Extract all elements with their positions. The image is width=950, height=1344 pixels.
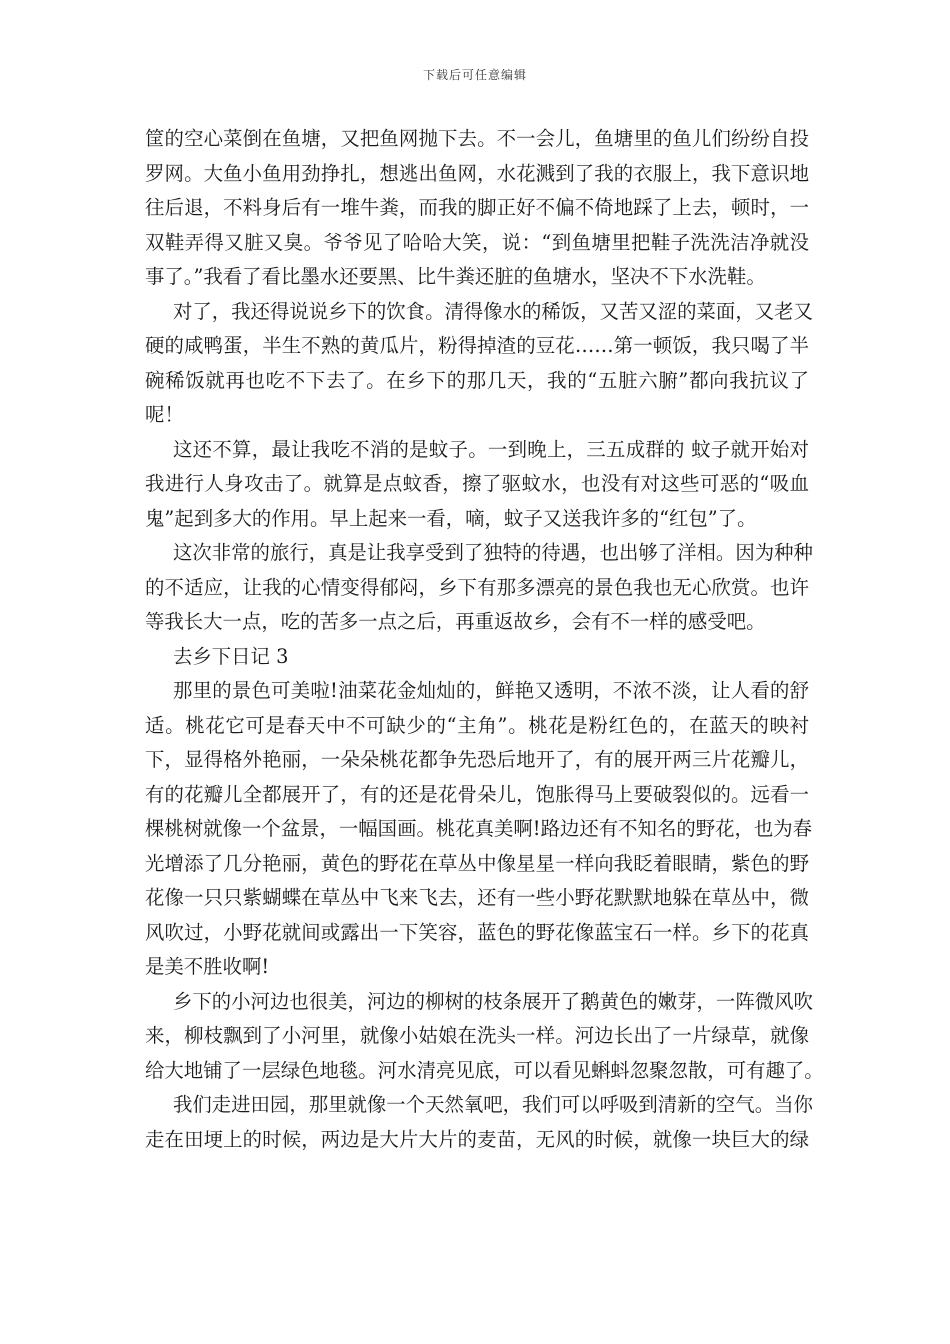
text-line: 棵桃树就像一个盆景，一幅国画。桃花真美啊!路边还有不知名的野花，也为春 [145, 817, 813, 840]
text-line: 双鞋弄得又脏又臭。爷爷见了哈哈大笑，说：“到鱼塘里把鞋子洗洗洁净就没 [145, 230, 809, 254]
text-line: 硬的咸鸭蛋，半生不熟的黄瓜片，粉得掉渣的豆花……第一顿饭，我只喝了半 [145, 334, 809, 357]
text-line: 往后退，不料身后有一堆牛粪，而我的脚正好不偏不倚地踩了上去，顿时，一 [145, 196, 809, 219]
text-line: 风吹过，小野花就间或露出一下笑容，蓝色的野花像蓝宝石一样。乡下的花真 [145, 920, 809, 944]
text-line: 对了，我还得说说乡下的饮食。清得像水的稀饭，又苦又涩的菜面，又老又 [173, 299, 813, 323]
text-line: 去乡下日记 3 [173, 644, 289, 668]
text-line: 等我长大一点，吃的苦多一点之后，再重返故乡，会有不一样的感受吧。 [145, 610, 766, 633]
page-header: 下载后可任意编辑 [422, 68, 527, 82]
text-line: 筐的空心菜倒在鱼塘，又把鱼网抛下去。不一会儿，鱼塘里的鱼儿们纷纷自投 [145, 127, 809, 150]
text-line: 花像一只只紫蝴蝶在草丛中飞来飞去，还有一些小野花默默地躲在草丛中，微 [145, 886, 809, 909]
text-line: 我进行人身攻击了。就算是点蚊香，擦了驱蚊水，也没有对这些可恶的“吸血 [145, 472, 809, 495]
text-line: 下，显得格外艳丽，一朵朵桃花都争先恐后地开了，有的展开两三片花瓣儿， [145, 748, 809, 771]
text-line: 我们走进田园，那里就像一个天然氧吧，我们可以呼吸到清新的空气。当你 [173, 1093, 813, 1116]
text-line: 来，柳枝飘到了小河里，就像小姑娘在洗头一样。河边长出了一片绿草，就像 [145, 1024, 809, 1047]
text-line: 罗网。大鱼小鱼用劲挣扎，想逃出鱼网，水花溅到了我的衣服上，我下意识地 [145, 161, 809, 185]
text-line: 有的花瓣儿全都展开了，有的还是花骨朵儿，饱胀得马上要破裂似的。远看一 [145, 782, 809, 806]
text-line: 那里的景色可美啦!油菜花金灿灿的，鲜艳又透明，不浓不淡，让人看的舒 [173, 679, 809, 702]
text-line: 适。桃花它可是春天中不可缺少的“主角”。桃花是粉红色的，在蓝天的映衬 [145, 713, 809, 737]
text-line: 这还不算，最让我吃不消的是蚊子。一到晚上，三五成群的 蚊子就开始对 [173, 437, 809, 461]
body-text [145, 122, 824, 1157]
text-line: 走在田埂上的时候，两边是大片大片的麦苗，无风的时候，就像一块巨大的绿 [145, 1127, 809, 1151]
text-line: 的不适应，让我的心情变得郁闷，乡下有那多漂亮的景色我也无心欣赏。也许 [145, 575, 809, 599]
text-line: 乡下的小河边也很美，河边的柳树的枝条展开了鹅黄色的嫩芽，一阵微风吹 [173, 989, 813, 1013]
text-line: 呢！ [145, 403, 184, 426]
text-line: 事了。”我看了看比墨水还要黑、比牛粪还脏的鱼塘水，坚决不下水洗鞋。 [145, 265, 766, 288]
text-line: 给大地铺了一层绿色地毯。河水清亮见底，可以看见蝌蚪忽聚忽散，可有趣了。 [145, 1058, 824, 1082]
text-line: 是美不胜收啊! [145, 955, 270, 978]
text-line: 碗稀饭就再也吃不下去了。在乡下的那几天，我的“五脏六腑”都向我抗议了 [145, 368, 809, 392]
text-line: 这次非常的旅行，真是让我享受到了独特的待遇，也出够了洋相。因为种种 [173, 541, 813, 564]
text-line: 光增添了几分艳丽，黄色的野花在草丛中像星星一样向我眨着眼睛，紫色的野 [145, 851, 809, 875]
text-line: 鬼”起到多大的作用。早上起来一看，嘀，蚊子又送我许多的“红包”了。 [145, 506, 757, 530]
